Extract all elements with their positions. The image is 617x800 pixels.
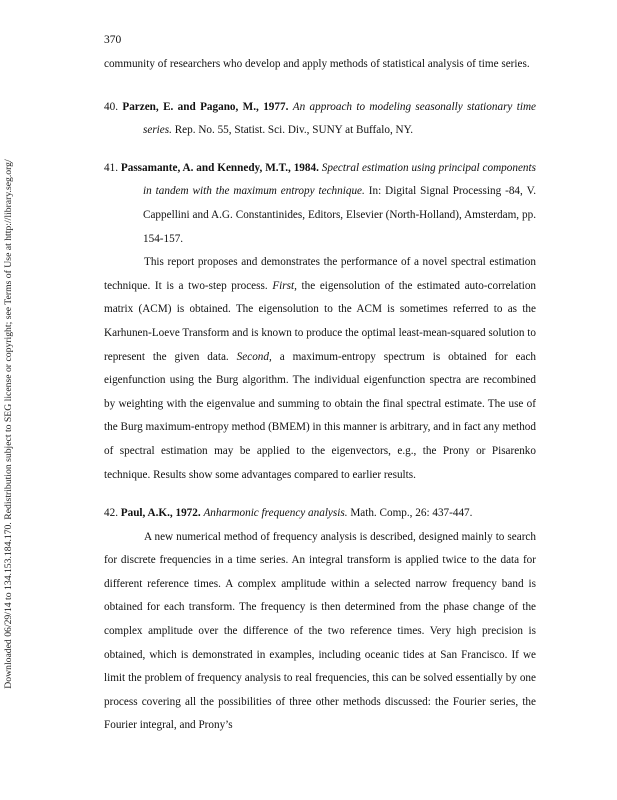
abstract-emphasis-first: First, <box>272 279 297 292</box>
entry-title: Anharmonic frequency analysis. <box>203 507 348 520</box>
abstract-text-3: a maximum-entropy spectrum is obtained for each eigenfunction using the Burg algorithm. The individual eigenfunction spectra are recombined by weighting with the eigenvalue and summing to obtain the final spectral estimate. The use of the Burg maximum-entropy method (BMEM) in this manner is arbitrary, and in fact any method of spectral estimation may be applied to the eigenvectors, e.g., the Prony or Pisarenko technique. Results show some advantages compared to earlier results. <box>104 350 537 481</box>
entry-authors: Parzen, E. and Pagano, M., 1977. <box>122 100 289 113</box>
reference-entry-41 <box>104 157 536 251</box>
entry-source: Rep. No. 55, Statist. Sci. Div., SUNY at Buffalo, NY. <box>174 124 414 137</box>
download-notice-text: Downloaded 06/29/14 to 134.153.184.170. Redistribution subject to SEG license or copyright; see Terms of Use at http://library.seg.org/ <box>3 159 14 689</box>
entry-title: An approach to modeling seasonally stationary time series. <box>143 100 537 137</box>
entry-41-abstract <box>104 251 536 487</box>
entry-42-abstract: A new numerical method of frequency analysis is described, designed mainly to search for discrete frequencies in a time series. An integral transform is applied twice to the data for different reference times. A complex amplitude within a selected narrow frequency band is obtained for each transform. The frequency is then determined from the phase change of the complex amplitude over the difference of the two reference times. Very high precision is obtained, which is demonstrated in examples, including oceanic tides at San Francisco. If we limit the problem of frequency analysis to real frequencies, this can be solved essentially by one process covering all the possibilities of three other methods discussed: the Fourier series, the Fourier integral, and Prony’s <box>104 530 536 732</box>
intro-paragraph: community of researchers who develop and apply methods of statistical analysis of time series. <box>104 58 530 70</box>
document-page <box>104 30 536 738</box>
entry-title: Spectral estimation using principal components in tandem with the maximum entropy technique. <box>143 161 536 198</box>
page-number: 370 <box>104 34 122 46</box>
entry-number: 42. <box>104 507 118 520</box>
entry-source: Math. Comp., 26: 437-447. <box>350 507 473 520</box>
entry-authors: Paul, A.K., 1972. <box>120 507 201 520</box>
reference-entry-40 <box>104 96 536 143</box>
entry-source: In: Digital Signal Processing -84, V. Cappellini and A.G. Constantinides, Editors, Elsevier (North-Holland), Amsterdam, pp. 154-157. <box>143 185 537 245</box>
abstract-text-1: This report proposes and demonstrates the performance of a novel spectral estimation technique. It is a two-step process. <box>104 256 536 292</box>
entry-authors: Passamante, A. and Kennedy, M.T., 1984. <box>120 161 319 174</box>
reference-entry-42 <box>104 502 536 526</box>
abstract-emphasis-second: Second, <box>236 350 272 363</box>
entry-number: 40. <box>104 100 118 113</box>
abstract-text-2: the eigensolution of the estimated auto-correlation matrix (ACM) is obtained. The eigensolution to the ACM is sometimes referred to as the Karhunen-Loeve Transform and is known to produce the optimal least-mean-squared solution to represent the given data. <box>104 279 537 363</box>
download-notice <box>2 134 16 714</box>
entry-number: 41. <box>104 161 118 174</box>
